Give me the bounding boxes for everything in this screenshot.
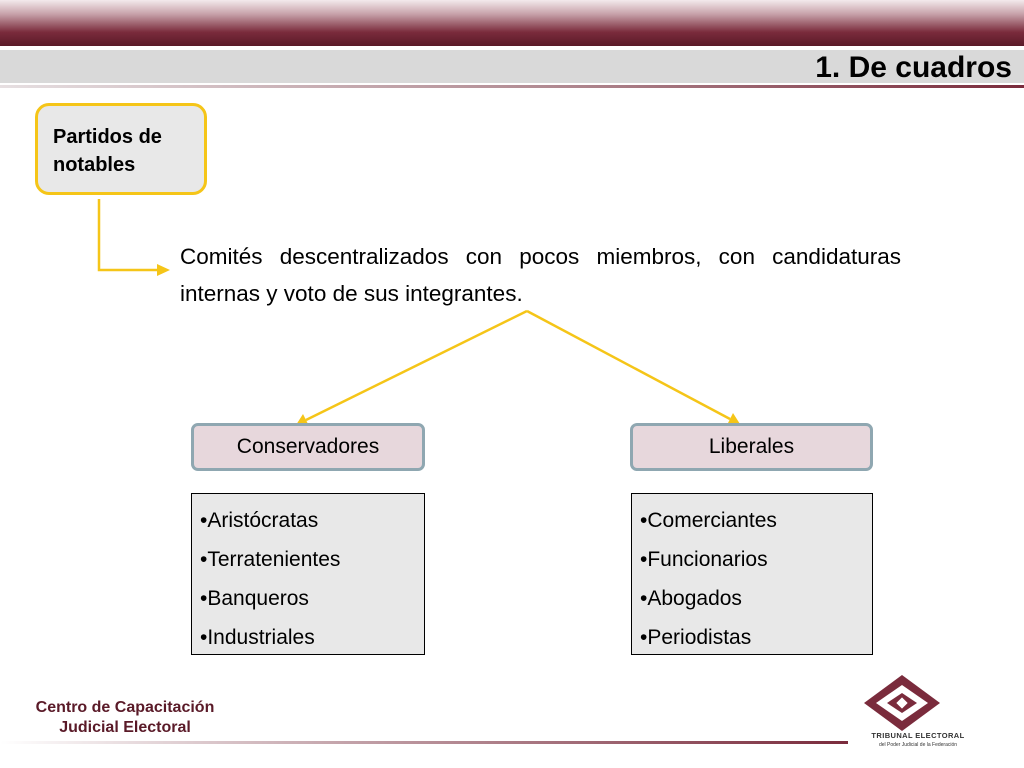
list-item: •Funcionarios xyxy=(640,548,768,571)
liberales-list xyxy=(631,493,873,655)
logo-subtitle: del Poder Judicial de la Federación xyxy=(878,742,958,748)
institution-name xyxy=(10,698,240,738)
list-item: •Industriales xyxy=(200,626,315,649)
category-liberales: Liberales xyxy=(630,423,873,471)
logo-name: TRIBUNAL ELECTORAL xyxy=(871,731,965,740)
root-node-line1: Partidos de xyxy=(53,126,162,148)
elbow-connector xyxy=(99,199,158,270)
institution-line2: Judicial Electoral xyxy=(59,719,191,736)
category-conservadores: Conservadores xyxy=(191,423,425,471)
list-item: •Banqueros xyxy=(200,587,309,610)
branch-left-connector xyxy=(306,311,527,420)
list-item: •Abogados xyxy=(640,587,742,610)
slide-title: 1. De cuadros xyxy=(815,51,1012,84)
footer-divider xyxy=(0,741,848,744)
branch-right-connector xyxy=(527,311,730,419)
list-item: •Periodistas xyxy=(640,626,752,649)
institution-line1: Centro de Capacitación xyxy=(35,699,215,716)
description-text: Comités descentralizados con pocos miembros, con candidaturas internas y voto de sus integrantes. xyxy=(180,244,901,306)
list-item: •Aristócratas xyxy=(200,509,319,532)
list-item: •Terratenientes xyxy=(200,548,341,571)
elbow-arrowhead xyxy=(157,264,170,276)
root-node-line2: notables xyxy=(53,154,136,176)
tribunal-logo-icon xyxy=(862,673,942,731)
list-item: •Comerciantes xyxy=(640,509,777,532)
conservadores-list xyxy=(191,493,425,655)
